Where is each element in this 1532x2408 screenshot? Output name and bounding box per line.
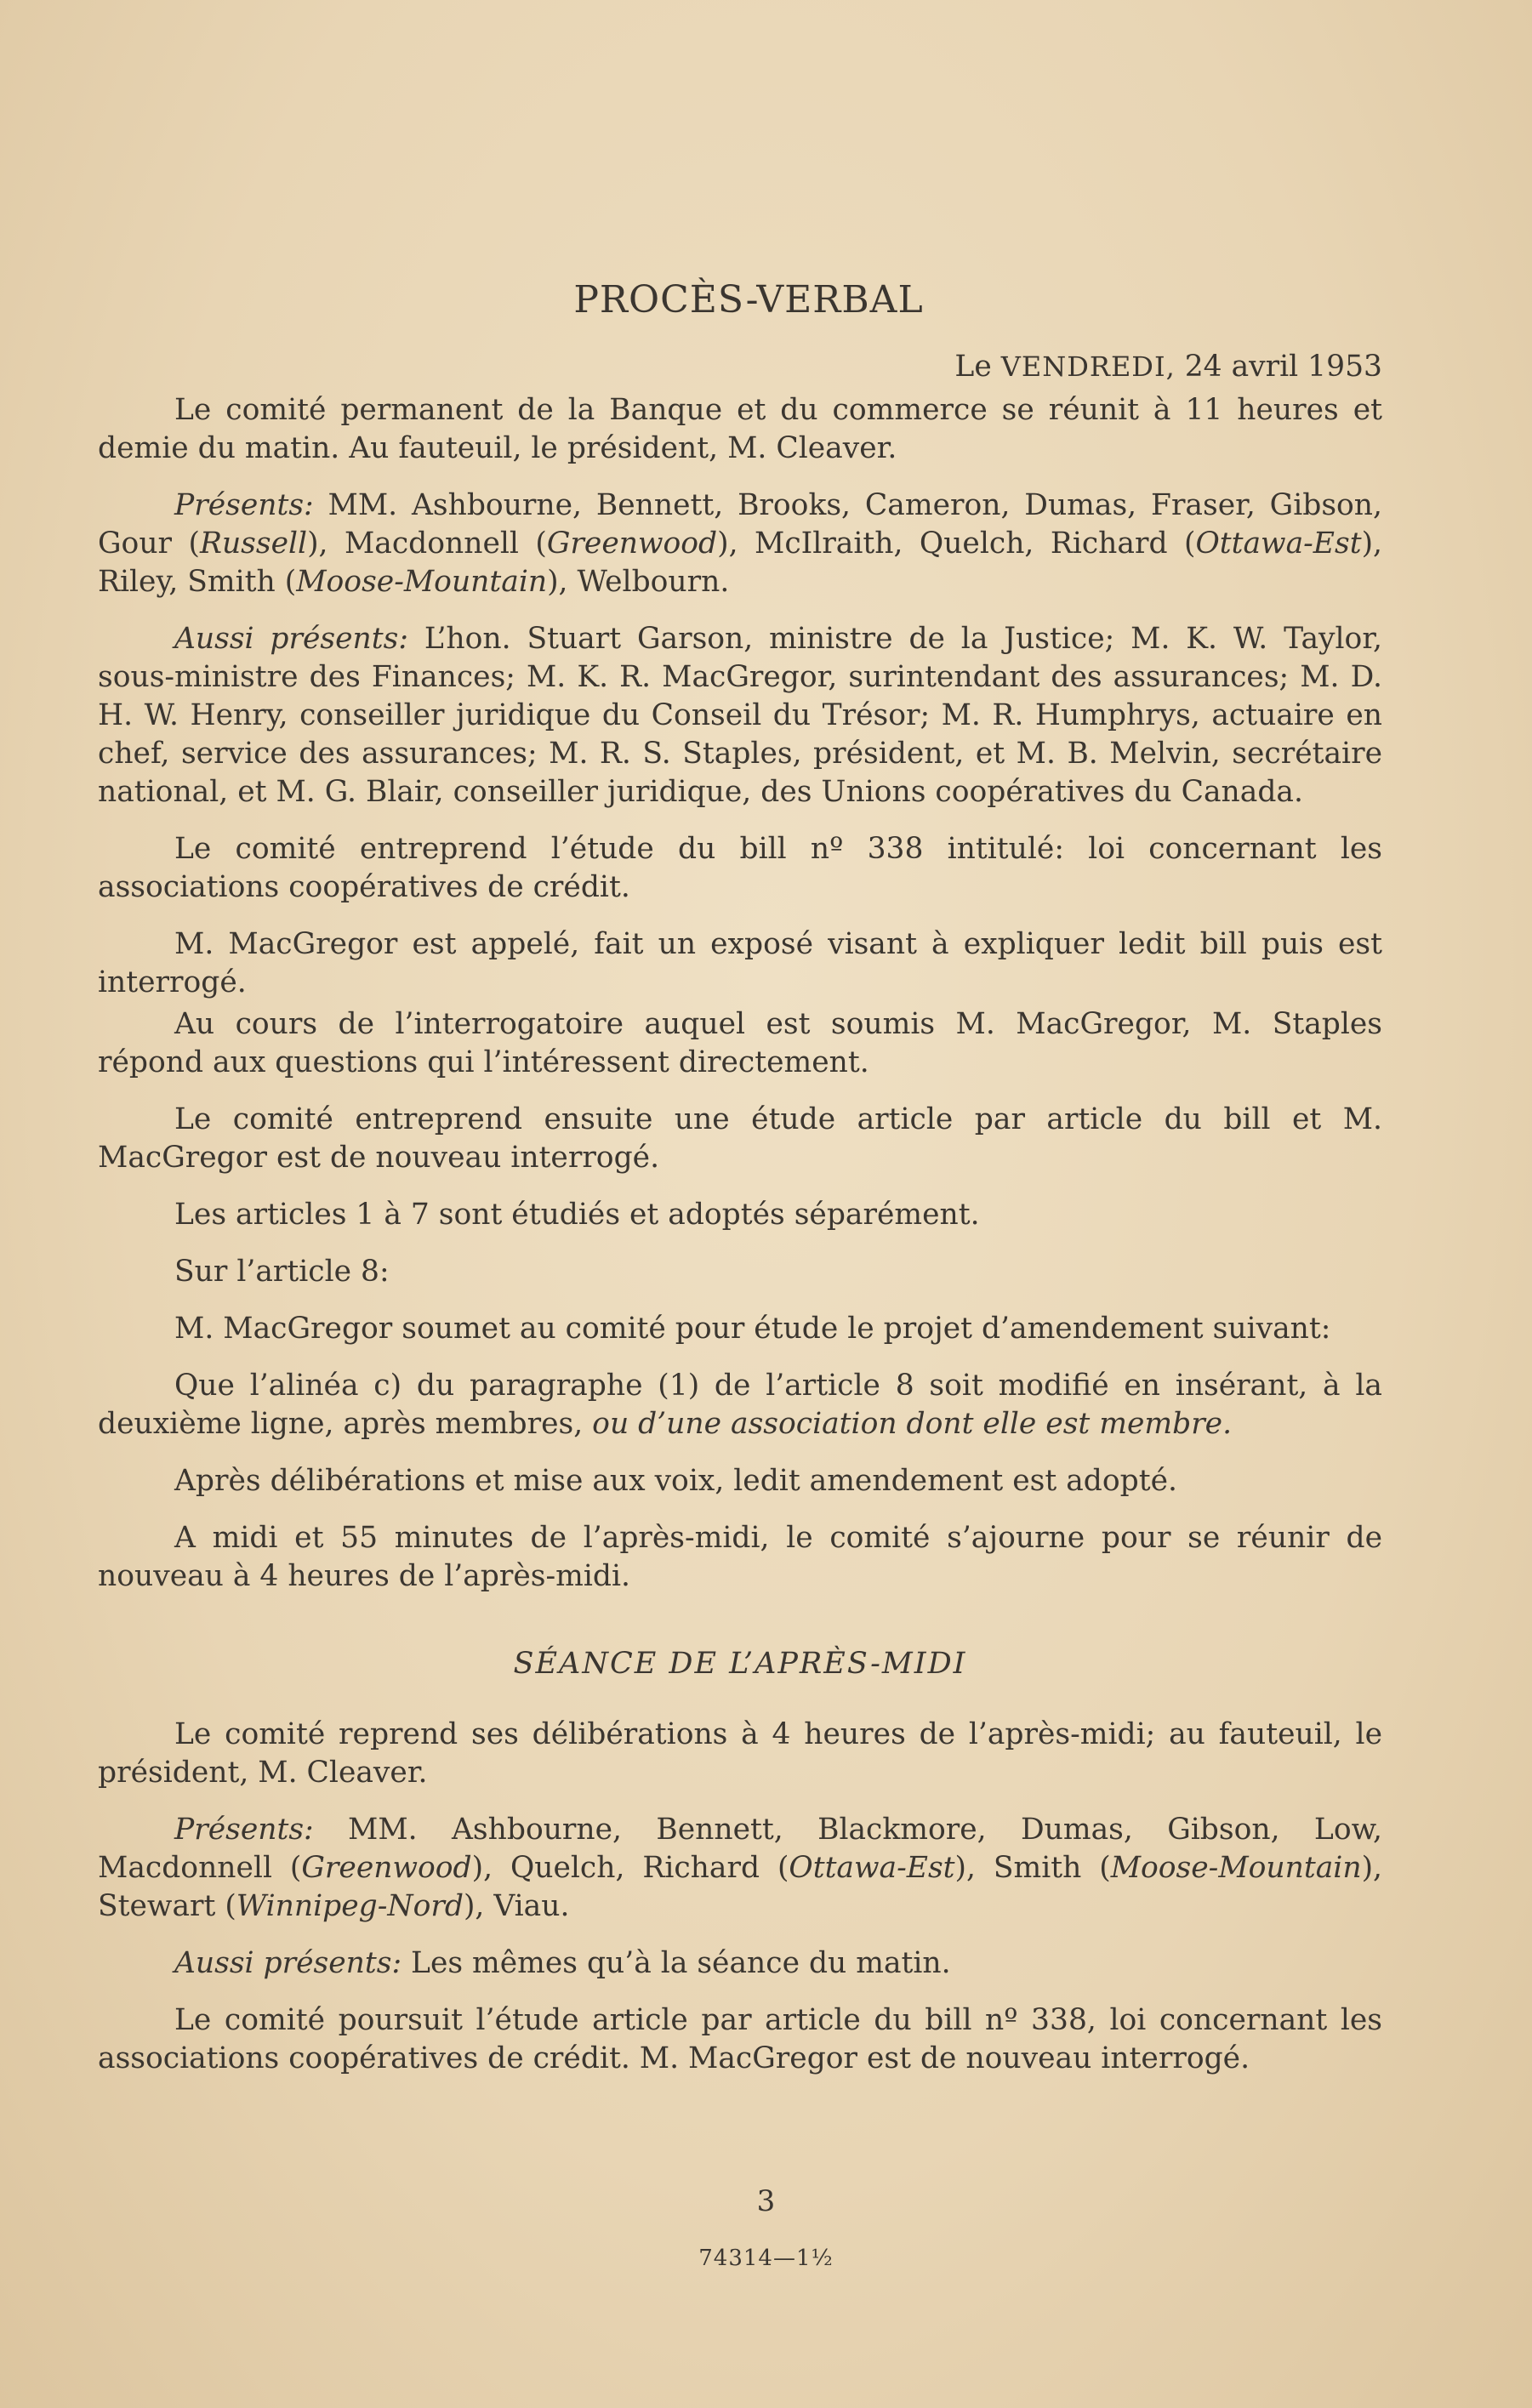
date-prefix: Le — [954, 350, 992, 384]
paragraph-articles-adopted: Les articles 1 à 7 sont étudiés et adoptés séparément. — [174, 1198, 980, 1232]
present-label: Présents: — [174, 488, 314, 522]
paragraph-article-8: Sur l’article 8: — [174, 1255, 390, 1289]
paragraph-present-afternoon: Présents: MM. Ashbourne, Bennett, Blackmore, Dumas, Gibson, Low, Macdonnell (Greenwood), Quelch, Richard (Ottawa-Est), Smith (Moose-Mountain), Stewart (Winnipeg-Nord), Viau. — [98, 1813, 1382, 1923]
print-code: 74314—1½ — [698, 2246, 834, 2271]
present-label: Présents: — [174, 1813, 314, 1847]
date-day: VENDREDI, — [1000, 350, 1176, 383]
date-rest: 24 avril 1953 — [1184, 350, 1382, 384]
paragraph-also-present-morning: Aussi présents: L’hon. Stuart Garson, ministre de la Justice; M. K. W. Taylor, sous-ministre des Finances; M. K. R. MacGregor, surintendant des assurances; M. D. H. W. Henry, conseiller juridique du Conseil du Trésor; M. R. Humphrys, actuaire en chef, service des assurances; M. R. S. Staples, président, et M. B. Melvin, secrétaire national, et M. G. Blair, conseiller juridique, des Unions coopératives du Canada. — [98, 622, 1382, 809]
paragraph-continue-study: Le comité poursuit l’étude article par article du bill nº 338, loi concernant les associations coopératives de crédit. M. MacGregor est de nouveau interrogé. — [98, 2003, 1382, 2075]
meeting-date — [98, 348, 1382, 386]
paragraph-amendment-adopted: Après délibérations et mise aux voix, ledit amendement est adopté. — [174, 1464, 1177, 1498]
also-present-label: Aussi présents: — [174, 1946, 402, 1980]
paragraph-amendment: Que l’alinéa c) du paragraphe (1) de l’article 8 soit modifié en insérant, à la deuxième ligne, après membres, ou d’une association dont elle est membre. — [98, 1369, 1382, 1441]
paragraph-bill-study: Le comité entreprend l’étude du bill nº 338 intitulé: loi concernant les associations coopératives de crédit. — [98, 832, 1382, 904]
paragraph-also-present-afternoon: Aussi présents: Les mêmes qu’à la séance du matin. — [174, 1946, 951, 1980]
section-title-afternoon: SÉANCE DE L’APRÈS-MIDI — [513, 1647, 967, 1681]
paragraph-article-study: Le comité entreprend ensuite une étude article par article du bill et M. MacGregor est de nouveau interrogé. — [98, 1102, 1382, 1175]
paragraph-amendment-intro: M. MacGregor soumet au comité pour étude le projet d’amendement suivant: — [174, 1312, 1331, 1346]
paragraph-present-morning: Présents: MM. Ashbourne, Bennett, Brooks, Cameron, Dumas, Fraser, Gibson, Gour (Russell), Macdonnell (Greenwood), McIlraith, Quelch, Richard (Ottawa-Est), Riley, Smith (Moose-Mountain), Welbourn. — [98, 488, 1382, 599]
paragraph-adjourn: A midi et 55 minutes de l’après-midi, le comité s’ajourne pour se réunir de nouveau à 4 heures de l’après-midi. — [98, 1521, 1382, 1593]
also-present-label: Aussi présents: — [174, 622, 408, 656]
paragraph-macgregor-called: M. MacGregor est appelé, fait un exposé visant à expliquer ledit bill puis est interrogé. — [98, 927, 1382, 999]
paragraph-afternoon-resume: Le comité reprend ses délibérations à 4 heures de l’après-midi; au fauteuil, le président, M. Cleaver. — [98, 1717, 1382, 1790]
document-body — [98, 278, 1382, 2097]
page-title: PROCÈS-VERBAL — [573, 278, 924, 322]
paragraph-opening: Le comité permanent de la Banque et du commerce se réunit à 11 heures et demie du matin. Au fauteuil, le président, M. Cleaver. — [98, 393, 1382, 465]
paragraph-staples: Au cours de l’interrogatoire auquel est soumis M. MacGregor, M. Staples répond aux questions qui l’intéressent directement. — [98, 1007, 1382, 1079]
page-number: 3 — [756, 2184, 776, 2218]
